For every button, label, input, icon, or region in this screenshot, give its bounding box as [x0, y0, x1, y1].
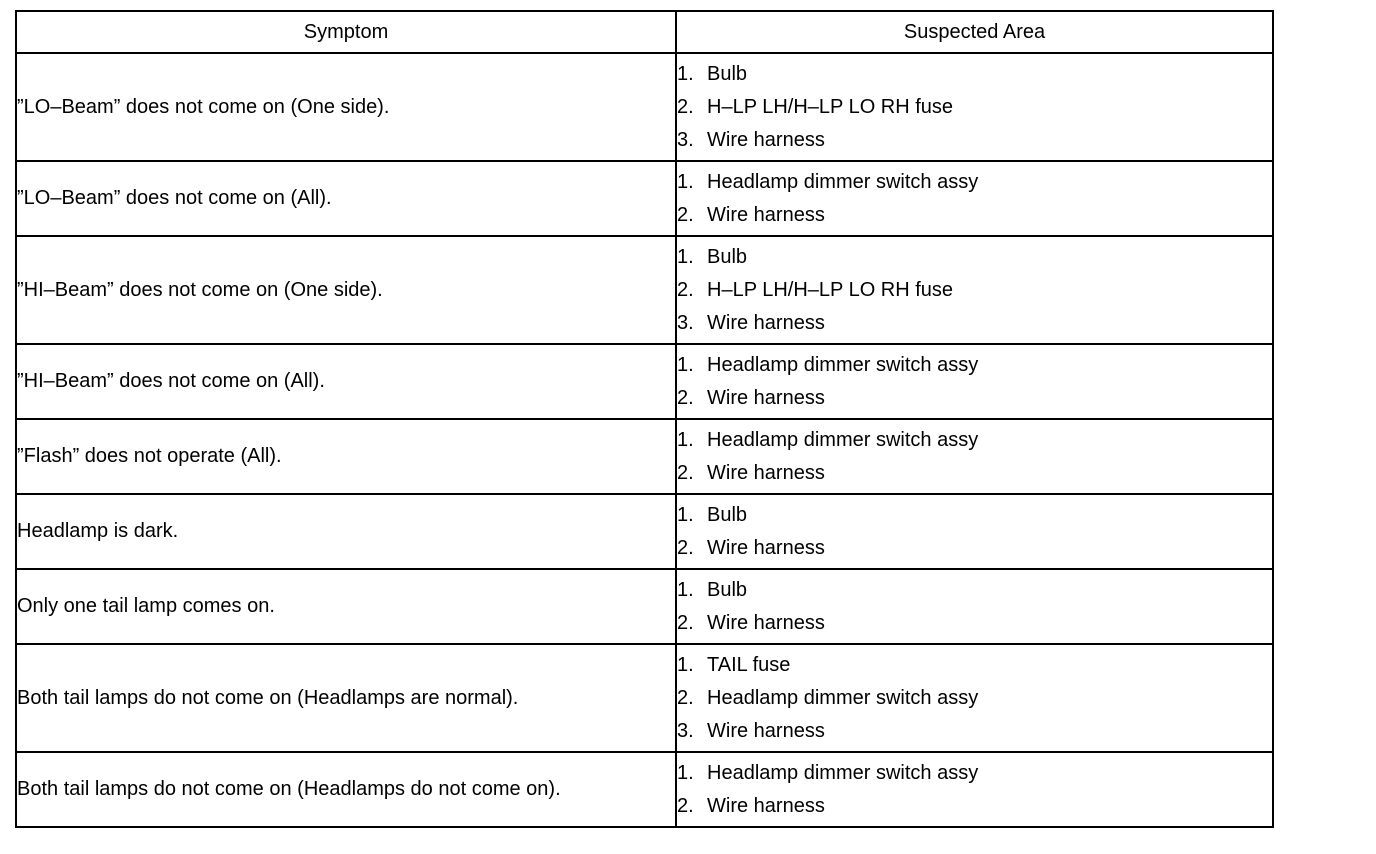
table-row	[16, 161, 1273, 236]
item-text: Bulb	[707, 245, 748, 268]
item-text: Headlamp dimmer switch assy	[707, 170, 979, 193]
item-number: 2.	[677, 278, 694, 301]
item-text: Wire harness	[707, 461, 825, 484]
suspected-area-cell	[676, 161, 1273, 236]
symptom-cell: ”HI–Beam” does not come on (All).	[16, 344, 676, 419]
suspected-area-list	[677, 58, 1272, 157]
item-number: 2.	[677, 386, 694, 409]
suspected-area-item	[677, 574, 1272, 607]
table-row	[16, 53, 1273, 161]
item-text: Wire harness	[707, 794, 825, 817]
problem-symptoms-table	[15, 10, 1274, 828]
suspected-area-item	[677, 382, 1272, 415]
table-row	[16, 344, 1273, 419]
suspected-area-item	[677, 307, 1272, 340]
item-text: Bulb	[707, 503, 748, 526]
suspected-area-cell	[676, 644, 1273, 752]
suspected-area-item	[677, 649, 1272, 682]
item-text: Bulb	[707, 578, 748, 601]
suspected-area-list	[677, 424, 1272, 490]
symptom-cell: Both tail lamps do not come on (Headlamps are normal).	[16, 644, 676, 752]
item-text: Wire harness	[707, 719, 825, 742]
suspected-area-list	[677, 757, 1272, 823]
item-number: 1.	[677, 170, 694, 193]
item-text: H–LP LH/H–LP LO RH fuse	[707, 95, 954, 118]
table-row	[16, 752, 1273, 827]
table-row	[16, 419, 1273, 494]
table-row	[16, 644, 1273, 752]
item-text: Wire harness	[707, 611, 825, 634]
suspected-area-item	[677, 757, 1272, 790]
item-number: 2.	[677, 794, 694, 817]
suspected-area-item	[677, 424, 1272, 457]
item-text: Headlamp dimmer switch assy	[707, 686, 979, 709]
header-suspected-area: Suspected Area	[676, 11, 1273, 53]
table-body	[16, 53, 1273, 827]
item-text: Headlamp dimmer switch assy	[707, 761, 979, 784]
suspected-area-item	[677, 241, 1272, 274]
item-number: 1.	[677, 245, 694, 268]
suspected-area-cell	[676, 53, 1273, 161]
table-row	[16, 494, 1273, 569]
item-number: 3.	[677, 311, 694, 334]
item-text: Wire harness	[707, 386, 825, 409]
suspected-area-item	[677, 274, 1272, 307]
suspected-area-item	[677, 532, 1272, 565]
suspected-area-list	[677, 649, 1272, 748]
item-number: 2.	[677, 203, 694, 226]
table-header-row	[16, 11, 1273, 53]
suspected-area-item	[677, 124, 1272, 157]
item-text: Wire harness	[707, 311, 825, 334]
table-row	[16, 569, 1273, 644]
item-number: 1.	[677, 62, 694, 85]
item-number: 1.	[677, 428, 694, 451]
suspected-area-item	[677, 790, 1272, 823]
suspected-area-item	[677, 58, 1272, 91]
item-number: 3.	[677, 719, 694, 742]
suspected-area-cell	[676, 494, 1273, 569]
item-text: Bulb	[707, 62, 748, 85]
item-text: Wire harness	[707, 203, 825, 226]
symptom-cell: Headlamp is dark.	[16, 494, 676, 569]
symptom-cell: ”LO–Beam” does not come on (All).	[16, 161, 676, 236]
suspected-area-cell	[676, 569, 1273, 644]
suspected-area-list	[677, 499, 1272, 565]
item-number: 1.	[677, 653, 694, 676]
symptom-cell: Only one tail lamp comes on.	[16, 569, 676, 644]
item-text: Headlamp dimmer switch assy	[707, 353, 979, 376]
symptom-cell: Both tail lamps do not come on (Headlamps do not come on).	[16, 752, 676, 827]
item-text: Wire harness	[707, 128, 825, 151]
symptom-cell: ”LO–Beam” does not come on (One side).	[16, 53, 676, 161]
suspected-area-list	[677, 349, 1272, 415]
header-symptom: Symptom	[16, 11, 676, 53]
suspected-area-cell	[676, 752, 1273, 827]
table-row	[16, 236, 1273, 344]
suspected-area-cell	[676, 344, 1273, 419]
item-number: 2.	[677, 536, 694, 559]
item-number: 1.	[677, 761, 694, 784]
item-number: 2.	[677, 461, 694, 484]
suspected-area-item	[677, 166, 1272, 199]
suspected-area-list	[677, 574, 1272, 640]
suspected-area-item	[677, 607, 1272, 640]
suspected-area-cell	[676, 236, 1273, 344]
item-number: 1.	[677, 503, 694, 526]
item-text: H–LP LH/H–LP LO RH fuse	[707, 278, 954, 301]
suspected-area-list	[677, 241, 1272, 340]
suspected-area-item	[677, 715, 1272, 748]
suspected-area-item	[677, 457, 1272, 490]
suspected-area-item	[677, 91, 1272, 124]
item-text: Wire harness	[707, 536, 825, 559]
item-number: 2.	[677, 686, 694, 709]
item-number: 2.	[677, 95, 694, 118]
item-number: 1.	[677, 353, 694, 376]
suspected-area-item	[677, 499, 1272, 532]
suspected-area-item	[677, 682, 1272, 715]
suspected-area-list	[677, 166, 1272, 232]
item-number: 2.	[677, 611, 694, 634]
suspected-area-item	[677, 349, 1272, 382]
suspected-area-item	[677, 199, 1272, 232]
item-text: TAIL fuse	[707, 653, 791, 676]
symptom-cell: ”HI–Beam” does not come on (One side).	[16, 236, 676, 344]
item-number: 1.	[677, 578, 694, 601]
item-number: 3.	[677, 128, 694, 151]
symptom-cell: ”Flash” does not operate (All).	[16, 419, 676, 494]
suspected-area-cell	[676, 419, 1273, 494]
item-text: Headlamp dimmer switch assy	[707, 428, 979, 451]
